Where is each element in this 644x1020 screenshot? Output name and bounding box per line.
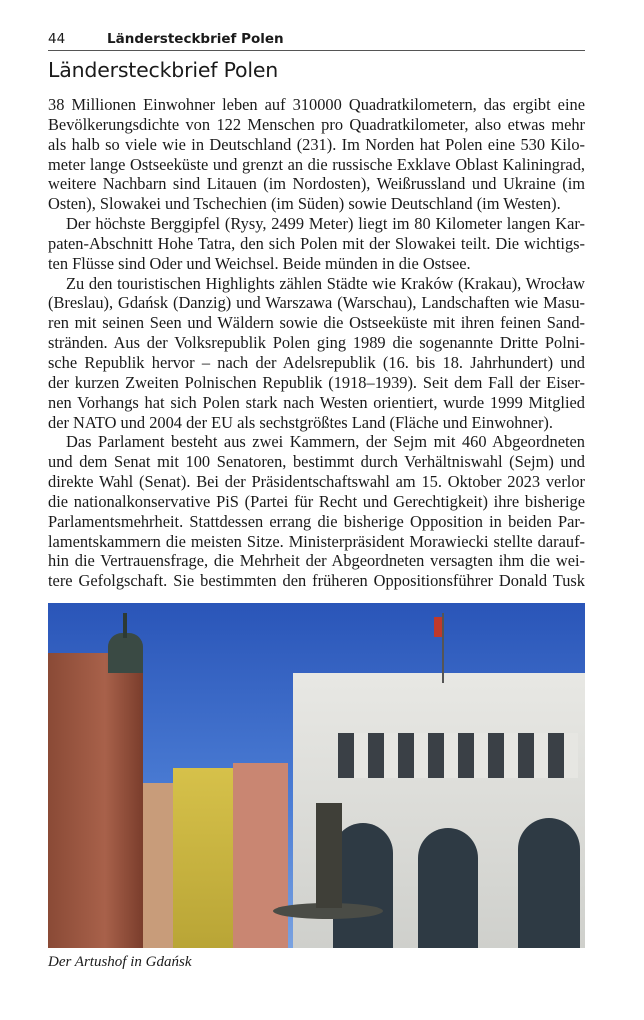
text-line: Der höchste Berggipfel (Rysy, 2499 Meter) liegt im 80 Kilometer langen Kar- bbox=[66, 214, 585, 234]
flag-pole bbox=[442, 613, 444, 683]
text-line: ren mit seinen Seen und Wäldern sowie die Ostseeküste mit ihren feinen Sand- bbox=[48, 313, 585, 333]
house bbox=[233, 763, 288, 948]
tower-spire bbox=[123, 613, 127, 638]
photo-caption: Der Artushof in Gdańsk bbox=[48, 954, 192, 970]
text-line: nen Vorhangs hat sich Polen stark nach Westen orientiert, wurde 1999 Mitglied bbox=[48, 392, 585, 412]
brick-tower bbox=[48, 653, 143, 948]
text-line: hin die Vertrauensfrage, die Mehrheit der Abgeordneten versagten ihm die wei- bbox=[48, 551, 585, 571]
text-line: weitere Nachbarn sind Litauen (im Nordosten), Weißrussland und Ukraine (im bbox=[48, 174, 585, 194]
text-line: ten Flüsse sind Oder und Weichsel. Beide münden in die Ostsee. bbox=[48, 253, 471, 273]
text-line: als halb so viele wie in Deutschland (231). Im Norden hat Polen eine 530 Kilo- bbox=[48, 134, 585, 154]
section-heading: Ländersteckbrief Polen bbox=[48, 58, 279, 82]
upper-windows bbox=[338, 733, 578, 778]
body-text bbox=[48, 95, 585, 591]
text-line: (Breslau), Gdańsk (Danzig) und Warszawa (Warschau), Landschaften wie Masu- bbox=[48, 293, 585, 313]
text-line: 38 Millionen Einwohner leben auf 310000 Quadratkilometern, das ergibt eine bbox=[48, 95, 585, 114]
arched-window bbox=[518, 818, 580, 948]
text-line: der NATO und 2004 der EU als sechstgrößtes Land (Fläche und Einwohner). bbox=[48, 412, 553, 432]
text-line: Das Parlament besteht aus zwei Kammern, der Sejm mit 460 Abgeordneten bbox=[66, 432, 585, 452]
photo-artushof bbox=[48, 603, 585, 948]
text-line: tere Gefolgschaft. Sie bestimmten den früheren Oppositionsführer Donald Tusk bbox=[48, 571, 585, 591]
text-line: meter lange Ostseeküste und grenzt an die russische Exklave Oblast Kaliningrad, bbox=[48, 154, 585, 174]
flag bbox=[434, 617, 442, 637]
text-line: Zu den touristischen Highlights zählen Städte wie Kraków (Krakau), Wrocław bbox=[66, 273, 585, 293]
text-line: Osten), Slowakei und Tschechien (im Süden) sowie Deutschland (im Westen). bbox=[48, 194, 561, 214]
text-line: sche Republik hervor – nach der Adelsrepublik (16. bis 18. Jahrhundert) und bbox=[48, 352, 585, 372]
text-line: der kurzen Zweiten Polnischen Republik (1918–1939). Seit dem Fall der Eiser- bbox=[48, 372, 585, 392]
neptune-statue bbox=[316, 803, 342, 908]
arched-window bbox=[418, 828, 478, 948]
text-line: stränden. Aus der Volksrepublik Polen ging 1989 die sogenannte Dritte Polni- bbox=[48, 333, 585, 353]
tower-roof bbox=[108, 633, 143, 673]
text-line: die nationalkonservative PiS (Partei für Recht und Gerechtigkeit) ihre bisherige bbox=[48, 491, 585, 511]
text-line: lamentskammern die meisten Sitze. Ministerpräsident Morawiecki stellte darauf- bbox=[48, 531, 585, 551]
running-header bbox=[48, 31, 585, 51]
text-line: und dem Senat mit 100 Senatoren, bestimmt durch Verhältniswahl (Sejm) und bbox=[48, 452, 585, 472]
page-number: 44 bbox=[48, 31, 66, 47]
house bbox=[173, 768, 233, 948]
running-title: Ländersteckbrief Polen bbox=[107, 31, 284, 47]
arched-window bbox=[333, 823, 393, 948]
text-line: Parlamentsmehrheit. Stattdessen errang die bisherige Opposition in beiden Par- bbox=[48, 511, 585, 531]
text-line: Bevölkerungsdichte von 122 Menschen pro Quadratkilometer, also etwas mehr bbox=[48, 114, 585, 134]
text-line: paten-Abschnitt Hohe Tatra, den sich Polen mit der Slowakei teilt. Die wichtigs- bbox=[48, 233, 585, 253]
text-line: direkte Wahl (Senat). Bei der Präsidentschaftswahl am 15. Oktober 2023 verlor bbox=[48, 472, 585, 492]
